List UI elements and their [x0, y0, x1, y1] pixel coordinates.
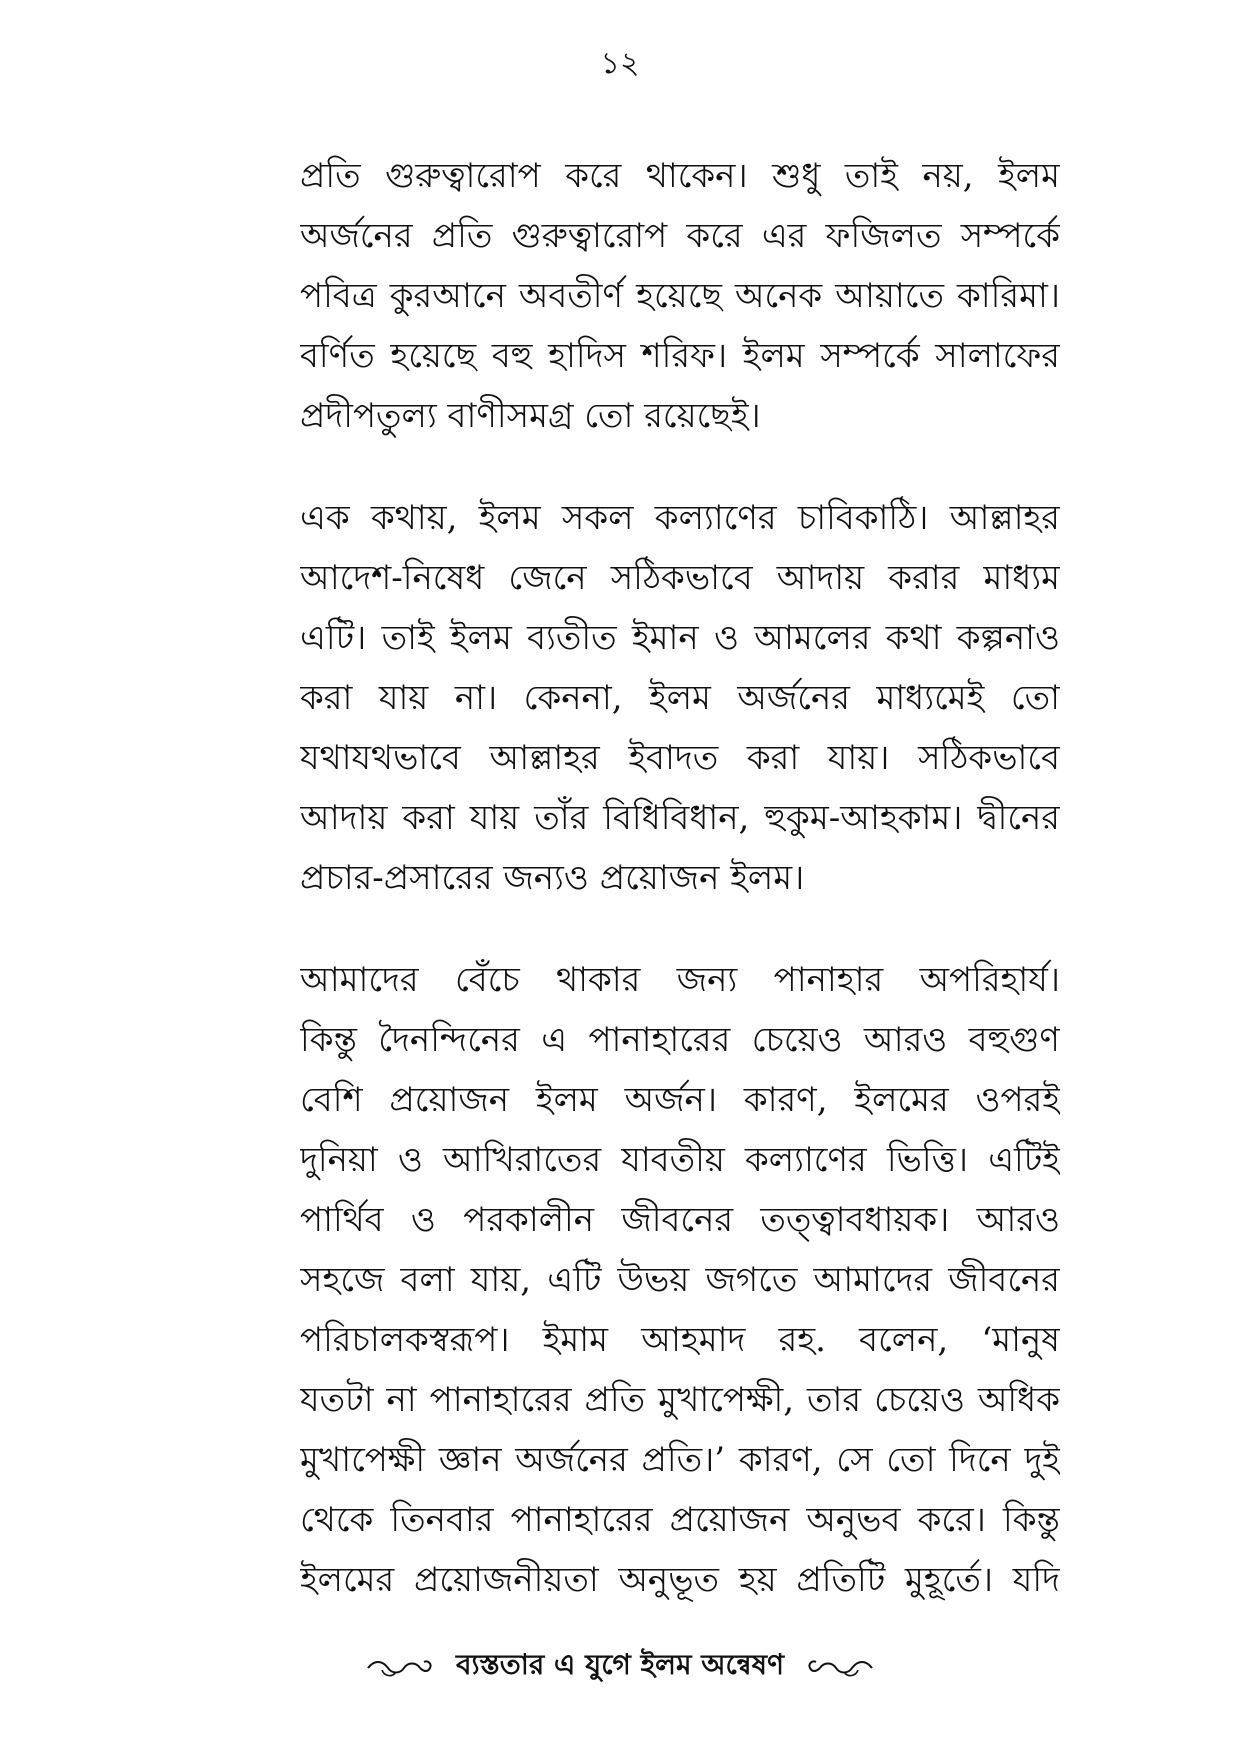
text-line: আমাদের বেঁচে থাকার জন্য পানাহার অপরিহার্য। [300, 960, 1060, 1000]
text-line: বর্ণিত হয়েছে বহু হাদিস শরিফ। ইলম সম্পর্কে সালাফের [300, 336, 1060, 376]
text-line: যথাযথভাবে আল্লাহর ইবাদত করা যায়। সঠিকভাবে [300, 738, 1060, 778]
text-line: অর্জনের প্রতি গুরুত্বারোপ করে এর ফজিলত সম্পর্কে [300, 216, 1060, 256]
text-line: প্রচার-প্রসারের জন্যও প্রয়োজন ইলম। [300, 858, 805, 898]
text-line: পবিত্র কুরআনে অবতীর্ণ হয়েছে অনেক আয়াতে কারিমা। [300, 276, 1060, 316]
text-line: প্রদীপতুল্য বাণীসমগ্র তো রয়েছেই। [300, 396, 761, 436]
paragraph-3 [300, 950, 1060, 1610]
paragraph-1 [300, 146, 1060, 446]
text-line: ইলমের প্রয়োজনীয়তা অনুভূত হয় প্রতিটি মুহূর্তে। যদি [300, 1560, 1060, 1600]
right-flourish-ornament [806, 1650, 876, 1680]
text-line: বেশি প্রয়োজন ইলম অর্জন। কারণ, ইলমের ওপরই [300, 1080, 1060, 1120]
text-line: কিন্তু দৈনন্দিনের এ পানাহারের চেয়েও আরও বহুগুণ [300, 1020, 1060, 1060]
text-line: পার্থিব ও পরকালীন জীবনের তত্ত্বাবধায়ক। আরও [300, 1200, 1060, 1240]
text-line: যতটা না পানাহারের প্রতি মুখাপেক্ষী, তার চেয়েও অধিক [300, 1380, 1060, 1420]
text-line: থেকে তিনবার পানাহারের প্রয়োজন অনুভব করে। কিন্তু [300, 1500, 1060, 1540]
text-line: আদেশ-নিষেধ জেনে সঠিকভাবে আদায় করার মাধ্যম [300, 558, 1060, 598]
running-title: ব্যস্ততার এ যুগে ইলম অন্বেষণ [455, 1648, 785, 1681]
left-flourish-ornament [364, 1650, 434, 1680]
body-text [300, 146, 1060, 1652]
text-line: সহজে বলা যায়, এটি উভয় জগতে আমাদের জীবনের [300, 1260, 1060, 1300]
text-line: দুনিয়া ও আখিরাতের যাবতীয় কল্যাণের ভিত্তি। এটিই [300, 1140, 1060, 1180]
running-footer [0, 1640, 1240, 1690]
text-line: আদায় করা যায় তাঁর বিধিবিধান, হুকুম-আহকাম। দ্বীনের [300, 798, 1060, 838]
page-number: ১২ [600, 46, 640, 81]
text-line: পরিচালকস্বরূপ। ইমাম আহমাদ রহ. বলেন, ‘মানুষ [300, 1320, 1060, 1360]
text-line: এটি। তাই ইলম ব্যতীত ইমান ও আমলের কথা কল্পনাও [300, 618, 1060, 658]
text-line: মুখাপেক্ষী জ্ঞান অর্জনের প্রতি।’ কারণ, সে তো দিনে দুই [300, 1440, 1060, 1480]
text-line: প্রতি গুরুত্বারোপ করে থাকেন। শুধু তাই নয়, ইলম [300, 156, 1060, 196]
paragraph-2 [300, 488, 1060, 908]
text-line: করা যায় না। কেননা, ইলম অর্জনের মাধ্যমেই তো [300, 678, 1060, 718]
text-line: এক কথায়, ইলম সকল কল্যাণের চাবিকাঠি। আল্লাহর [300, 498, 1060, 538]
